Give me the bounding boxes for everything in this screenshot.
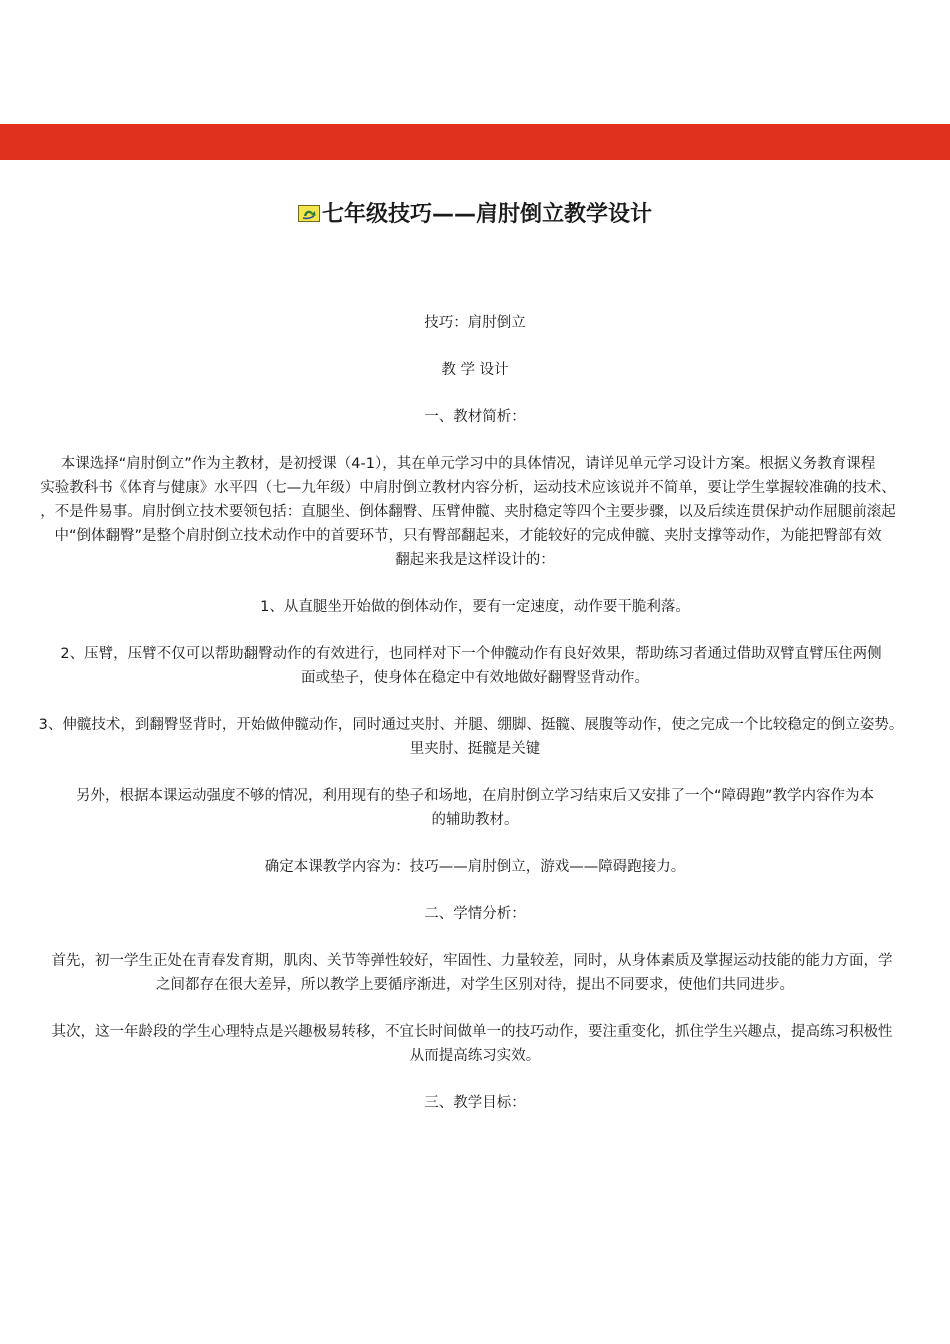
- paragraph-line: 其次，这一年龄段的学生心理特点是兴趣极易转移，不宜长时间做单一的技巧动作，要注重变化，抓住学生兴趣点，提高练习积极性: [51, 1024, 893, 1040]
- paragraph-line: 从而提高练习实效。: [409, 1048, 541, 1064]
- section2-paragraph-2: [0, 1020, 947, 1068]
- paragraph-line: 2、压臂，压臂不仅可以帮助翻臀动作的有效进行，也同样对下一个伸髋动作有良好效果，帮助练习者通过借助双臂直臂压住两侧: [60, 646, 882, 662]
- content-line: 确定本课教学内容为：技巧——肩肘倒立，游戏——障碍跑接力。: [264, 859, 686, 875]
- point-3: [0, 713, 946, 761]
- paragraph-line: 首先，初一学生正处在青春发育期，肌肉、关节等弹性较好，牢固性、力量较差，同时，从身体素质及掌握运动技能的能力方面，学: [51, 953, 893, 969]
- subtitle: 技巧：肩肘倒立: [424, 315, 526, 331]
- paragraph-line: 翻起来我是这样设计的：: [395, 552, 555, 568]
- paragraph-line: 面或垫子，使身体在稳定中有效地做好翻臀竖背动作。: [301, 670, 649, 686]
- document-title-row: [0, 197, 950, 233]
- extra-paragraph: [0, 784, 950, 832]
- document-link-icon[interactable]: [298, 198, 320, 215]
- paragraph-line: 另外，根据本课运动强度不够的情况，利用现有的垫子和场地，在肩肘倒立学习结束后又安排了一个“障碍跑”教学内容作为本: [75, 788, 875, 804]
- section3-heading: 三、教学目标：: [424, 1095, 526, 1111]
- header-red-band: [0, 124, 950, 160]
- paragraph-line: 3、伸髋技术，到翻臀竖背时，开始做伸髋动作，同时通过夹肘、并腿、绷脚、挺髋、展腹等动作，使之完成一个比较稳定的倒立姿势。: [38, 717, 904, 733]
- point-1: 1、从直腿坐开始做的倒体动作，要有一定速度，动作要干脆利落。: [260, 599, 690, 615]
- section1-paragraph: [0, 452, 943, 572]
- section1-heading: 一、教材简析：: [424, 409, 526, 425]
- section2-paragraph-1: [0, 949, 947, 997]
- paragraph-line: 之间都存在很大差异，所以教学上要循序渐进，对学生区别对待，提出不同要求，使他们共同进步。: [156, 977, 794, 993]
- paragraph-line: 实验教科书《体育与健康》水平四（七—九年级）中肩肘倒立教材内容分析，运动技术应该说并不简单，要让学生掌握较准确的技术、: [40, 480, 896, 496]
- document-body: [0, 311, 950, 1115]
- point-2: [0, 642, 946, 690]
- paragraph-line: 中“倒体翻臀”是整个肩肘倒立技术动作中的首要环节，只有臀部翻起来，才能较好的完成伸髋、夹肘支撑等动作，为能把臀部有效: [54, 528, 882, 544]
- paragraph-line: 本课选择“肩肘倒立”作为主教材，是初授课（4-1），其在单元学习中的具体情况，请详见单元学习设计方案。根据义务教育课程: [60, 456, 876, 472]
- document-title: 七年级技巧——肩肘倒立教学设计: [321, 202, 652, 227]
- paragraph-line: ，不是件易事。肩肘倒立技术要领包括：直腿坐、倒体翻臀、压臂伸髋、夹肘稳定等四个主要步骤，以及后续连贯保护动作屈腿前滚起: [40, 504, 896, 520]
- paragraph-line: 的辅助教材。: [431, 812, 519, 828]
- section2-heading: 二、学情分析：: [424, 906, 526, 922]
- design-heading: 教 学 设计: [441, 362, 509, 378]
- paragraph-line: 里夹肘、挺髋是关键: [409, 741, 541, 757]
